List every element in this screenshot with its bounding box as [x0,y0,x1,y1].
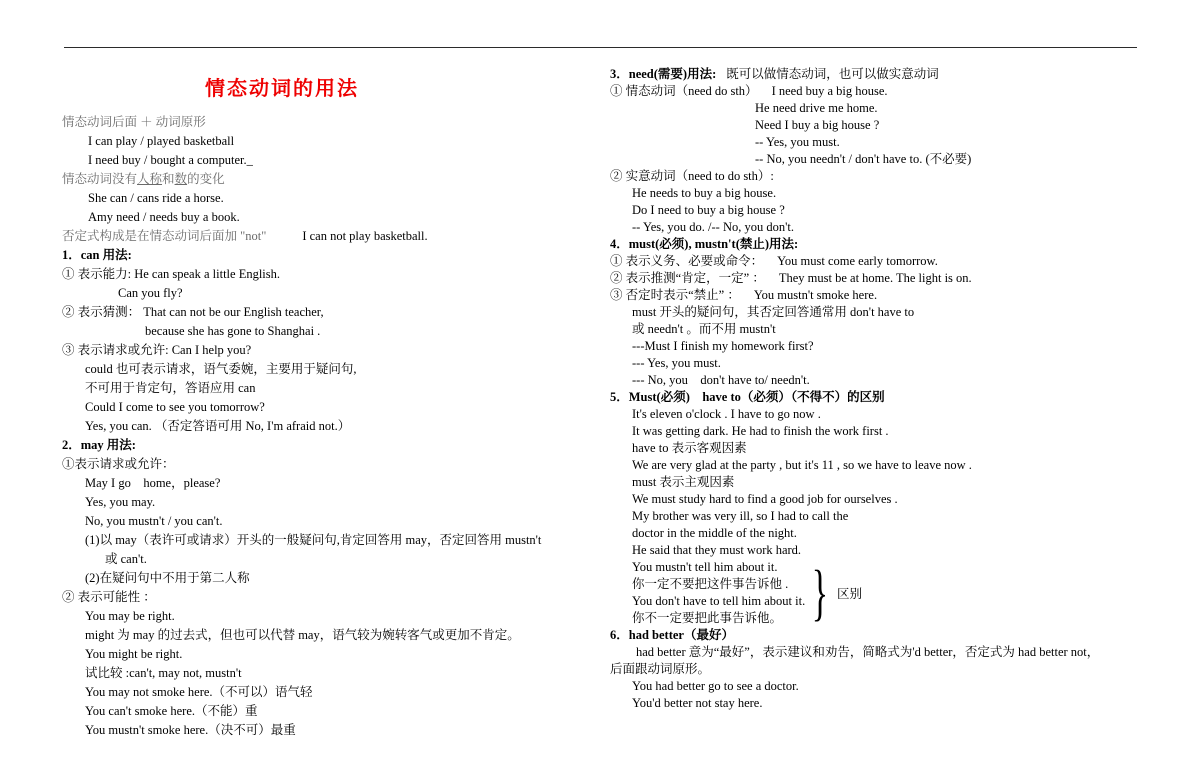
right-column-text [610,66,1158,712]
text-span: Do I need to buy a big house ? [632,203,785,217]
text-span: ② 表示猜测： That can not be our English teacher, [62,305,324,319]
text-span: ---Must I finish my homework first? [632,339,814,353]
text-line [610,406,1158,423]
text-line [62,531,590,550]
text-line: You don't have to tell him about it. [632,594,806,608]
text-line [62,246,590,265]
text-span: 的变化 [187,172,225,186]
text-line [62,322,590,341]
text-span: 后面跟动词原形。 [610,662,711,676]
text-span: ① 情态动词（need do sth） [610,84,758,98]
text-span: -- Yes, you do. /-- No, you don't. [632,220,794,234]
text-line [610,372,1158,389]
text-line [610,219,1158,236]
text-span: 6．had better（最好） [610,628,734,642]
text-line [62,645,590,664]
text-line [610,185,1158,202]
text-span: I need buy / bought a computer._ [88,153,253,167]
text-line [610,236,1158,253]
text-span: You must come early tomorrow. [777,254,938,268]
text-line [62,227,590,246]
text-line [610,474,1158,491]
text-span: 人称 [137,172,163,186]
text-span: He need drive me home. [755,101,878,115]
text-span: No, you mustn't / you can't. [85,514,223,528]
header-rule [64,47,1137,48]
text-line [62,721,590,740]
text-span: 数 [174,172,188,186]
text-line [610,695,1158,712]
text-span: You mustn't smoke here.（决不可）最重 [85,723,296,737]
text-span: might 为 may 的过去式，但也可以代替 may，语气较为婉转客气或更加不肯定。 [85,628,520,642]
text-span: 或 can't. [105,552,147,566]
text-span: 5．Must(必须) have to（必须）（不得不）的区别 [610,390,885,404]
text-span: -- Yes, you must. [755,135,840,149]
text-line [62,493,590,512]
text-span: ② 表示推测“肯定，一定” ： [610,271,765,285]
text-span: We must study hard to find a good job for ourselves . [632,492,898,506]
text-span: He needs to buy a big house. [632,186,777,200]
text-line [62,550,590,569]
text-span: 既可以做情态动词，也可以做实意动词 [726,67,939,81]
text-line [62,626,590,645]
text-line [610,508,1158,525]
text-span: ① 表示能力: He can speak a little English. [62,267,281,281]
text-span: You might be right. [85,647,183,661]
text-line [62,474,590,493]
text-span: (1)以 may（表许可或请求）开头的一般疑问句,肯定回答用 may，否定回答用 mustn't [85,533,542,547]
text-span: have to 表示客观因素 [632,441,747,455]
text-line [62,113,590,132]
text-span: You may not smoke here.（不可以）语气轻 [85,685,313,699]
document-title: 情态动词的用法 [205,78,359,100]
text-line [610,661,1158,678]
text-span: ③ 否定时表示“禁止” ： [610,288,740,302]
text-span: 不可用于肯定句，答语应用 can [85,381,256,395]
text-line [610,100,1158,117]
text-span: --- Yes, you must. [632,356,721,370]
text-span: 试比较 :can't, may not, mustn't [85,666,242,680]
text-line [610,678,1158,695]
text-line: 你一定不要把这件事告诉他 . [632,577,789,591]
text-span: You mustn't smoke here. [753,288,878,302]
brace-group [610,559,1158,627]
text-span: 否定式构成是在情态动词后面加 "not" [62,229,267,243]
text-span: I need buy a big house. [771,84,888,98]
text-span: You had better go to see a doctor. [632,679,799,693]
text-line [610,355,1158,372]
text-line [62,702,590,721]
text-line [62,360,590,379]
text-line [610,542,1158,559]
text-span: Need I buy a big house ? [755,118,880,132]
text-span: 4．must(必须), mustn't(禁止)用法: [610,237,799,251]
text-span: -- No, you needn't / don't have to. (不必要) [755,152,972,166]
text-span: Can you fly? [118,286,183,300]
text-span: ② 表示可能性 ： [62,590,156,604]
text-line [62,436,590,455]
text-span: I can not play basketball. [302,229,428,243]
text-line [62,341,590,360]
text-line [610,168,1158,185]
text-line [62,189,590,208]
text-line [610,270,1158,287]
text-line [610,287,1158,304]
text-span: You'd better not stay here. [632,696,763,710]
text-span: They must be at home. The light is on. [778,271,972,285]
text-line [610,304,1158,321]
text-line: You mustn't tell him about it. [632,560,778,574]
text-span: (2)在疑问句中不用于第二人称 [85,571,250,585]
text-span: 2．may 用法: [62,438,136,452]
text-span: --- No, you don't have to/ needn't. [632,373,810,387]
text-line [610,525,1158,542]
text-span: ①表示请求或允许： [62,457,175,471]
left-column [62,72,590,740]
text-span: Amy need / needs buy a book. [88,210,240,224]
text-line: 你不一定要把此事告诉他。 [632,611,783,625]
text-span: had better 意为“最好”，表示建议和劝告，简略式为'd better，否定式为 had better not， [636,645,1100,659]
text-span: ③ 表示请求或允许: Can I help you? [62,343,252,357]
text-span: must 开头的疑问句，其否定回答通常用 don't have to [632,305,915,319]
text-line [62,683,590,702]
text-span: You can't smoke here.（不能）重 [85,704,258,718]
text-span: It's eleven o'clock . I have to go now . [632,407,821,421]
text-span: You may be right. [85,609,175,623]
text-line [62,664,590,683]
text-line [610,423,1158,440]
text-line [610,83,1158,100]
text-line [62,512,590,531]
text-span: Yes, you may. [85,495,156,509]
text-span: I can play / played basketball [88,134,235,148]
text-span: He said that they must work hard. [632,543,802,557]
brace-lines [632,559,805,627]
text-span: ② 实意动词（need to do sth）: [610,169,774,183]
text-line [62,398,590,417]
right-column [610,66,1158,712]
text-line [62,208,590,227]
text-line [610,117,1158,134]
curly-brace-icon: } [811,559,829,627]
text-line [610,457,1158,474]
text-span: 和 [162,172,175,186]
text-line [62,569,590,588]
text-span: must 表示主观因素 [632,475,735,489]
text-span: 情态动词没有 [62,172,138,186]
text-line [62,379,590,398]
text-span: We are very glad at the party , but it's 11 , so we have to leave now . [632,458,972,472]
text-span: My brother was very ill, so I had to call the [632,509,849,523]
text-line [610,134,1158,151]
text-line [62,132,590,151]
text-line [62,170,590,189]
text-line [610,440,1158,457]
left-column-text [62,113,590,740]
text-line [610,338,1158,355]
text-span: could 也可表示请求，语气委婉，主要用于疑问句, [85,362,357,376]
text-line [610,202,1158,219]
brace-label: 区别 [836,587,862,601]
text-span: It was getting dark. He had to finish the work first . [632,424,889,438]
text-line [610,151,1158,168]
text-line [62,284,590,303]
text-line [610,66,1158,83]
text-line [62,607,590,626]
text-line [62,588,590,607]
text-line [610,253,1158,270]
text-span: 或 needn't 。而不用 mustn't [632,322,776,336]
text-span: 3．need(需要)用法: [610,67,717,81]
text-span: because she has gone to Shanghai . [145,324,321,338]
text-span: 情态动词后面 ＋ 动词原形 [62,115,206,129]
text-line [62,151,590,170]
text-span: doctor in the middle of the night. [632,526,797,540]
text-span: She can / cans ride a horse. [88,191,224,205]
text-span: Could I come to see you tomorrow? [85,400,265,414]
text-span: 1．can 用法: [62,248,132,262]
text-line [610,491,1158,508]
text-line [610,389,1158,406]
text-span: Yes, you can. （否定答语可用 No, I'm afraid not.） [85,419,351,433]
text-span: May I go home，please? [85,476,221,490]
text-span: ① 表示义务、必要或命令： [610,254,764,268]
text-line [610,321,1158,338]
text-line [610,644,1158,661]
text-line [62,417,590,436]
text-line [62,455,590,474]
text-line [610,627,1158,644]
text-line [62,265,590,284]
text-line [62,303,590,322]
